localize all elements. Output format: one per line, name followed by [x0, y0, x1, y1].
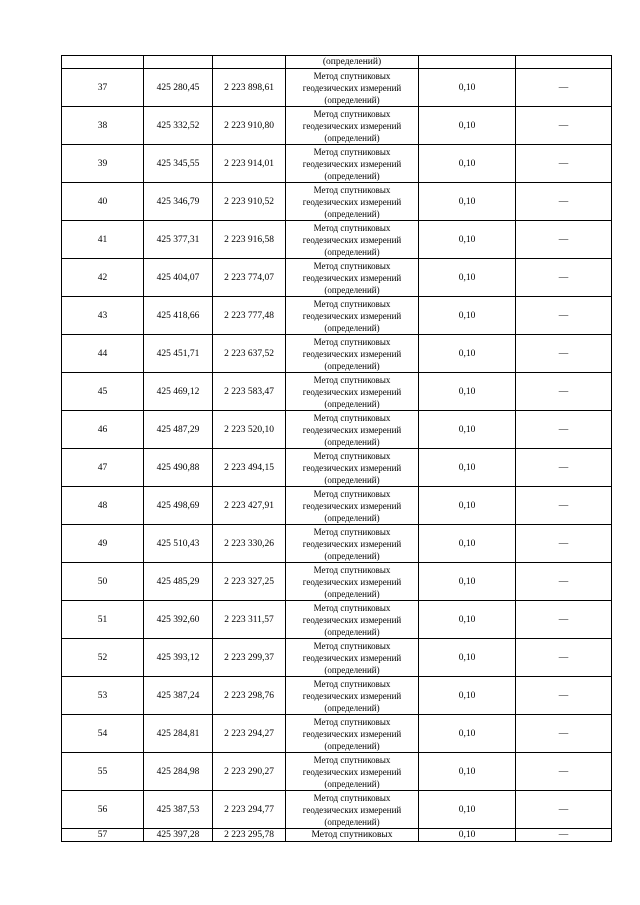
cell-y: 2 223 299,37: [213, 639, 286, 677]
method-line: Метод спутниковых: [313, 754, 391, 765]
cell-y: 2 223 520,10: [213, 411, 286, 449]
cell-note: [516, 56, 612, 69]
cell-accuracy: 0,10: [419, 69, 516, 107]
table-row: [62, 601, 612, 639]
cell-note: —: [516, 183, 612, 221]
cell-y: 2 223 327,25: [213, 563, 286, 601]
cell-method: [286, 449, 419, 487]
cell-number: 52: [62, 639, 144, 677]
method-line: (определений): [324, 246, 380, 257]
cell-accuracy: 0,10: [419, 107, 516, 145]
cell-number: 49: [62, 525, 144, 563]
method-line: геодезических измерений: [302, 310, 402, 321]
cell-number: 57: [62, 829, 144, 842]
method-line: (определений): [324, 436, 380, 447]
method-line: (определений): [324, 702, 380, 713]
method-line: (определений): [324, 740, 380, 751]
method-line: геодезических измерений: [302, 424, 402, 435]
cell-note: —: [516, 753, 612, 791]
cell-note: —: [516, 297, 612, 335]
cell-accuracy: 0,10: [419, 715, 516, 753]
cell-method: [286, 107, 419, 145]
table-row: [62, 449, 612, 487]
table-row: [62, 259, 612, 297]
cell-x: 425 345,55: [144, 145, 213, 183]
method-line: Метод спутниковых: [313, 716, 391, 727]
coordinates-table: [61, 55, 612, 842]
cell-y: 2 223 898,61: [213, 69, 286, 107]
cell-note: —: [516, 107, 612, 145]
method-line: Метод спутниковых: [313, 374, 391, 385]
method-line: Метод спутниковых: [313, 564, 391, 575]
method-line: геодезических измерений: [302, 82, 402, 93]
cell-note: —: [516, 791, 612, 829]
cell-number: 44: [62, 335, 144, 373]
cell-x: 425 498,69: [144, 487, 213, 525]
cell-y: 2 223 330,26: [213, 525, 286, 563]
cell-x: 425 485,29: [144, 563, 213, 601]
method-line: геодезических измерений: [302, 690, 402, 701]
method-line: геодезических измерений: [302, 538, 402, 549]
table-row: [62, 791, 612, 829]
cell-note: —: [516, 221, 612, 259]
cell-note: —: [516, 373, 612, 411]
cell-y: 2 223 494,15: [213, 449, 286, 487]
cell-method: [286, 373, 419, 411]
cell-y: 2 223 290,27: [213, 753, 286, 791]
cell-accuracy: 0,10: [419, 259, 516, 297]
cell-method: [286, 69, 419, 107]
cell-x: 425 393,12: [144, 639, 213, 677]
table-row: [62, 69, 612, 107]
cell-x: 425 397,28: [144, 829, 213, 842]
method-line: (определений): [324, 474, 380, 485]
method-line: Метод спутниковых: [313, 450, 391, 461]
method-line: геодезических измерений: [302, 158, 402, 169]
cell-note: —: [516, 335, 612, 373]
cell-number: 37: [62, 69, 144, 107]
method-line: геодезических измерений: [302, 804, 402, 815]
cell-x: 425 284,98: [144, 753, 213, 791]
method-line: Метод спутниковых: [313, 70, 391, 81]
cell-number: 38: [62, 107, 144, 145]
cell-y: 2 223 295,78: [213, 829, 286, 842]
cell-number: 40: [62, 183, 144, 221]
table-row: [62, 715, 612, 753]
cell-method: [286, 601, 419, 639]
method-line: Метод спутниковых: [313, 526, 391, 537]
cell-number: 47: [62, 449, 144, 487]
method-line: геодезических измерений: [302, 386, 402, 397]
method-line: Метод спутниковых: [313, 488, 391, 499]
table-row: [62, 221, 612, 259]
method-line: Метод спутниковых: [313, 678, 391, 689]
cell-x: 425 377,31: [144, 221, 213, 259]
cell-number: 51: [62, 601, 144, 639]
cell-accuracy: 0,10: [419, 183, 516, 221]
method-line: (определений): [324, 284, 380, 295]
cell-method: (определений): [286, 56, 419, 69]
cell-y: 2 223 777,48: [213, 297, 286, 335]
method-line: Метод спутниковых: [313, 298, 391, 309]
cell-method: [286, 259, 419, 297]
table-row: [62, 373, 612, 411]
cell-note: —: [516, 449, 612, 487]
method-line: (определений): [324, 778, 380, 789]
method-line: Метод спутниковых: [313, 108, 391, 119]
method-line: (определений): [324, 360, 380, 371]
cell-accuracy: 0,10: [419, 829, 516, 842]
cell-accuracy: 0,10: [419, 297, 516, 335]
table-row: [62, 525, 612, 563]
cell-note: —: [516, 563, 612, 601]
cell-accuracy: 0,10: [419, 601, 516, 639]
table-row: [62, 183, 612, 221]
cell-number: 54: [62, 715, 144, 753]
cell-x: [144, 56, 213, 69]
table-row-last: [62, 829, 612, 842]
cell-method: [286, 639, 419, 677]
cell-y: 2 223 311,57: [213, 601, 286, 639]
cell-note: —: [516, 411, 612, 449]
cell-note: —: [516, 487, 612, 525]
method-line: Метод спутниковых: [313, 602, 391, 613]
cell-accuracy: 0,10: [419, 221, 516, 259]
table-row-continued: [62, 56, 612, 69]
method-line: (определений): [324, 816, 380, 827]
cell-method: [286, 677, 419, 715]
cell-note: —: [516, 69, 612, 107]
cell-method: [286, 221, 419, 259]
cell-accuracy: 0,10: [419, 411, 516, 449]
cell-x: 425 346,79: [144, 183, 213, 221]
cell-method: [286, 753, 419, 791]
cell-method: [286, 525, 419, 563]
method-line: (определений): [324, 132, 380, 143]
method-line: Метод спутниковых: [313, 640, 391, 651]
cell-y: 2 223 298,76: [213, 677, 286, 715]
method-line: геодезических измерений: [302, 120, 402, 131]
cell-x: 425 451,71: [144, 335, 213, 373]
table-row: [62, 107, 612, 145]
table-row: [62, 487, 612, 525]
cell-accuracy: [419, 56, 516, 69]
cell-x: 425 469,12: [144, 373, 213, 411]
method-line: Метод спутниковых: [313, 412, 391, 423]
method-line: (определений): [324, 170, 380, 181]
cell-x: 425 387,53: [144, 791, 213, 829]
cell-number: 41: [62, 221, 144, 259]
cell-x: 425 490,88: [144, 449, 213, 487]
cell-number: 53: [62, 677, 144, 715]
cell-y: 2 223 637,52: [213, 335, 286, 373]
table-row: [62, 753, 612, 791]
cell-accuracy: 0,10: [419, 145, 516, 183]
method-line: (определений): [324, 588, 380, 599]
cell-x: 425 418,66: [144, 297, 213, 335]
method-line: (определений): [324, 550, 380, 561]
method-line: геодезических измерений: [302, 348, 402, 359]
table-row: [62, 335, 612, 373]
cell-number: 56: [62, 791, 144, 829]
cell-note: —: [516, 829, 612, 842]
method-line: Метод спутниковых: [313, 222, 391, 233]
cell-method: [286, 411, 419, 449]
cell-number: 43: [62, 297, 144, 335]
method-line: (определений): [324, 626, 380, 637]
cell-method: [286, 791, 419, 829]
method-line: (определений): [324, 208, 380, 219]
cell-accuracy: 0,10: [419, 677, 516, 715]
cell-accuracy: 0,10: [419, 335, 516, 373]
cell-method: [286, 487, 419, 525]
method-line: Метод спутниковых: [313, 260, 391, 271]
cell-accuracy: 0,10: [419, 639, 516, 677]
cell-note: —: [516, 677, 612, 715]
cell-accuracy: 0,10: [419, 487, 516, 525]
cell-y: 2 223 294,27: [213, 715, 286, 753]
method-line: геодезических измерений: [302, 500, 402, 511]
cell-accuracy: 0,10: [419, 753, 516, 791]
method-line: геодезических измерений: [302, 728, 402, 739]
cell-number: 50: [62, 563, 144, 601]
cell-y: 2 223 583,47: [213, 373, 286, 411]
cell-accuracy: 0,10: [419, 449, 516, 487]
cell-x: 425 280,45: [144, 69, 213, 107]
cell-x: 425 284,81: [144, 715, 213, 753]
method-line: геодезических измерений: [302, 766, 402, 777]
cell-y: 2 223 427,91: [213, 487, 286, 525]
method-line: геодезических измерений: [302, 576, 402, 587]
cell-x: 425 510,43: [144, 525, 213, 563]
table-row: [62, 411, 612, 449]
method-line: (определений): [324, 398, 380, 409]
cell-x: 425 487,29: [144, 411, 213, 449]
table-row: [62, 677, 612, 715]
cell-number: 55: [62, 753, 144, 791]
method-line: Метод спутниковых: [313, 146, 391, 157]
cell-x: 425 387,24: [144, 677, 213, 715]
cell-number: [62, 56, 144, 69]
cell-note: —: [516, 259, 612, 297]
method-line: Метод спутниковых: [313, 336, 391, 347]
cell-y: 2 223 914,01: [213, 145, 286, 183]
cell-method: [286, 335, 419, 373]
cell-note: —: [516, 601, 612, 639]
cell-number: 46: [62, 411, 144, 449]
cell-number: 39: [62, 145, 144, 183]
table-row: [62, 639, 612, 677]
cell-y: 2 223 916,58: [213, 221, 286, 259]
method-line: геодезических измерений: [302, 652, 402, 663]
cell-y: 2 223 774,07: [213, 259, 286, 297]
cell-number: 45: [62, 373, 144, 411]
method-line: (определений): [324, 512, 380, 523]
cell-method: [286, 563, 419, 601]
method-line: (определений): [324, 322, 380, 333]
cell-note: —: [516, 145, 612, 183]
cell-note: —: [516, 639, 612, 677]
cell-x: 425 404,07: [144, 259, 213, 297]
method-line: (определений): [324, 664, 380, 675]
method-line: Метод спутниковых: [313, 184, 391, 195]
cell-accuracy: 0,10: [419, 791, 516, 829]
cell-accuracy: 0,10: [419, 563, 516, 601]
method-line: геодезических измерений: [302, 462, 402, 473]
method-line: геодезических измерений: [302, 272, 402, 283]
cell-note: —: [516, 525, 612, 563]
method-line: Метод спутниковых: [313, 792, 391, 803]
cell-method: [286, 145, 419, 183]
cell-accuracy: 0,10: [419, 525, 516, 563]
method-line: геодезических измерений: [302, 234, 402, 245]
cell-method: Метод спутниковых: [286, 829, 419, 842]
cell-method: [286, 183, 419, 221]
cell-y: 2 223 910,52: [213, 183, 286, 221]
cell-number: 48: [62, 487, 144, 525]
cell-number: 42: [62, 259, 144, 297]
cell-method: [286, 297, 419, 335]
table-row: [62, 563, 612, 601]
cell-y: [213, 56, 286, 69]
method-line: геодезических измерений: [302, 196, 402, 207]
coordinates-table-body: [62, 56, 612, 842]
cell-x: 425 392,60: [144, 601, 213, 639]
cell-y: 2 223 294,77: [213, 791, 286, 829]
table-row: [62, 297, 612, 335]
method-line: геодезических измерений: [302, 614, 402, 625]
table-row: [62, 145, 612, 183]
cell-note: —: [516, 715, 612, 753]
cell-accuracy: 0,10: [419, 373, 516, 411]
cell-x: 425 332,52: [144, 107, 213, 145]
method-line: (определений): [324, 94, 380, 105]
cell-method: [286, 715, 419, 753]
cell-y: 2 223 910,80: [213, 107, 286, 145]
